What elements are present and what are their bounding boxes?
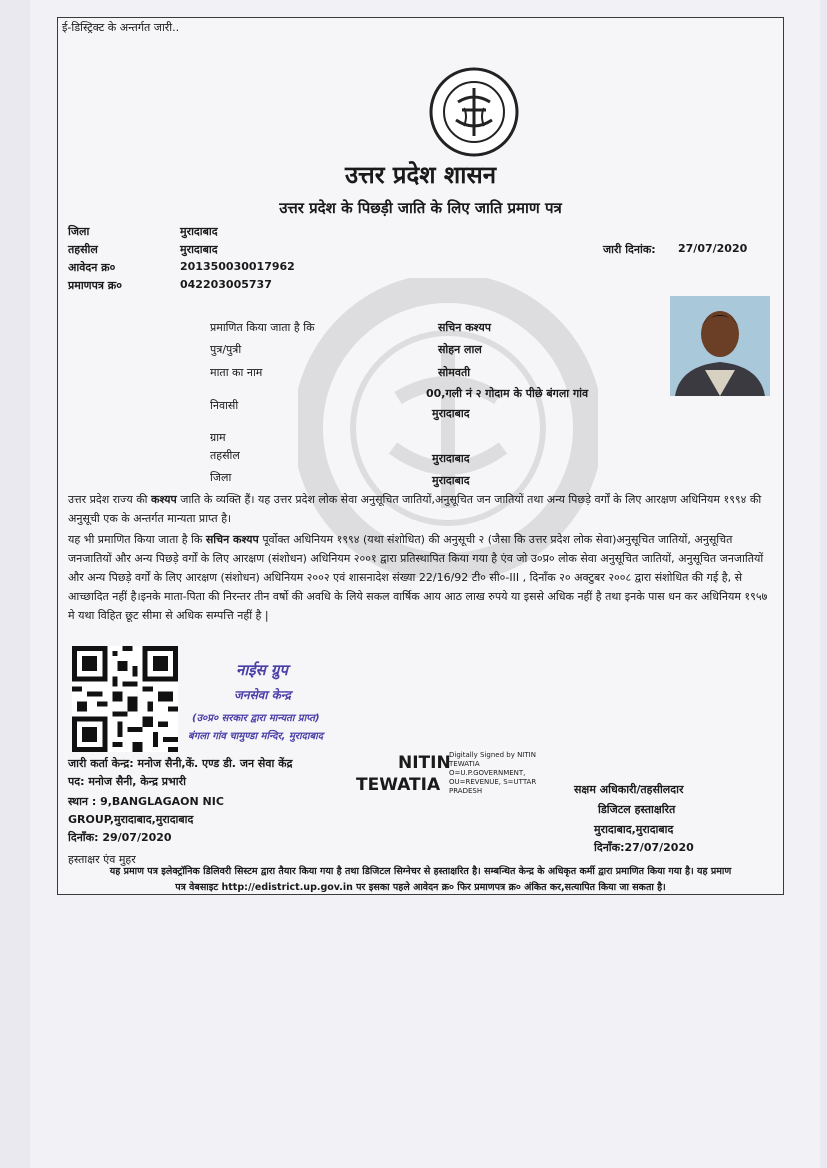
- district-value: मुरादाबाद: [432, 474, 470, 487]
- document-subtitle: उत्तर प्रदेश के पिछड़ी जाति के लिए जाति प्रमाण पत्र: [279, 199, 562, 217]
- issuer-post: पद: मनोज सैनी, केन्द्र प्रभारी: [68, 775, 186, 788]
- field-label: पुत्र/पुत्री: [210, 343, 242, 356]
- applicant-name-inline: सचिन कश्यप: [205, 533, 259, 546]
- mother-name: सोमवती: [438, 366, 471, 379]
- certificate-frame: [57, 17, 784, 895]
- signature-detail: OU=REVENUE, S=UTTAR: [449, 778, 537, 786]
- signature-detail: Digitally Signed by NITIN: [449, 751, 536, 759]
- field-value: मुरादाबाद: [180, 243, 218, 256]
- paragraph-text: पूर्वोक्त अधिनियम १९९४ (यथा संशोधित) की अनुसूची २ (जैसा कि उत्तर प्रदेश लोक सेवा)अनुसूचित जातियों, अनुसूचित जनजातियों और अन्य पिछड़े वर्गों के लिए आरक्षण (संशोधन) अधिनियम २००१ द्वारा प्रतिस्थापित किया गया है एंव जो उ०प्र० लोक सेवा अनुसूचित जातियों, अनुसूचित जनजातियों और अन्य पिछड़े वर्गों के लिए आरक्षण (संशोधन) अधिनियम २००२ एवं शासनादेश संख्या 22/16/92 टी० सी०-III , दिनाँक २० अक्टुबर २००८ द्वारा संशोधित की गई है, से आच्छादित नहीं है।इनके माता-पिता की निरन्तर तीन वर्षो की अवधि के लिये सकल वार्षिक आय आठ लाख रुपये या इससे अधिक नहीं है तथा इनके पास धन कर अधिनियम १९५७ मे यथा विहित छूट सीमा से अधिक सम्पत्ति नहीं है |: [68, 533, 768, 622]
- field-label: प्रमाणपत्र क्र०: [68, 279, 122, 292]
- tehsil-value: मुरादाबाद: [432, 452, 470, 465]
- field-label: माता का नाम: [210, 366, 263, 379]
- header-note: ई-डिस्ट्रिक्ट के अन्तर्गत जारी..: [62, 21, 180, 34]
- field-label: जिला: [68, 225, 90, 238]
- stamp-line: नाईस ग्रुप: [236, 661, 288, 679]
- issuer-place-2: GROUP,मुरादाबाद,मुरादाबाद: [68, 813, 194, 826]
- officer-title: सक्षम अधिकारी/तहसीलदार: [574, 783, 684, 796]
- signature-details: [449, 751, 536, 796]
- field-label: आवेदन क्र०: [68, 261, 116, 274]
- issue-date: 27/07/2020: [678, 242, 748, 255]
- paragraph-text: उत्तर प्रदेश राज्य की: [68, 493, 148, 506]
- caste-name: कश्यप: [151, 493, 177, 506]
- signer-name-2: TEWATIA: [356, 775, 441, 795]
- applicant-name: सचिन कश्यप: [438, 321, 491, 334]
- issuer-place-1: स्थान : 9,BANGLAGAON NIC: [68, 795, 224, 808]
- field-label: प्रमाणित किया जाता है कि: [210, 321, 315, 334]
- document-title: उत्तर प्रदेश शासन: [344, 161, 497, 189]
- stamp-line: (उ०प्र० सरकार द्वारा मान्यता प्राप्त): [192, 713, 320, 724]
- address-line-1: 00,गली नं २ गोदाम के पीछे बंगला गांव: [426, 387, 589, 400]
- officer-place: मुरादाबाद,मुरादाबाद: [594, 823, 674, 836]
- issuer-center: जारी कर्ता केन्द्र: मनोज सैनी,कें. एण्ड डी. जन सेवा केंद्र: [68, 757, 293, 770]
- issue-date-label: जारी दिनांक:: [603, 243, 656, 256]
- field-value: मुरादाबाद: [180, 225, 218, 238]
- address-line-2: मुरादाबाद: [432, 407, 470, 420]
- stamp-line: बंगला गांव चामुण्डा मन्दिर, मुरादाबाद: [188, 731, 324, 742]
- signature-label: हस्ताक्षर एंव मुहर: [68, 853, 136, 866]
- issuer-date: दिनाँक: 29/07/2020: [68, 831, 172, 844]
- certificate-number: 042203005737: [180, 278, 272, 291]
- person-photo-icon: [670, 296, 770, 396]
- qr-code-icon: [72, 646, 178, 752]
- father-name: सोहन लाल: [438, 343, 482, 356]
- field-label: तहसील: [210, 449, 240, 462]
- stamp-line: जनसेवा केन्द्र: [234, 688, 291, 702]
- signer-name-1: NITIN: [398, 753, 451, 773]
- field-label: ग्राम: [210, 431, 226, 444]
- signature-detail: PRADESH: [449, 787, 483, 795]
- footer-note-1: यह प्रमाण पत्र इलेक्ट्रॉनिक डिलिवरी सिस्टम द्वारा तैयार किया गया है तथा डिजिटल सिग्नेचर से हस्ताक्षरित है। सम्बन्धित केन्द्र के अधिकृत कर्मी द्वारा प्रमाणित किया गया है। यह प्रमाण: [109, 866, 732, 877]
- officer-date: दिनाँक:27/07/2020: [594, 841, 694, 854]
- field-label: जिला: [210, 471, 232, 484]
- signature-detail: TEWATIA: [449, 760, 480, 768]
- paragraph-text: यह भी प्रमाणित किया जाता है कि: [68, 533, 203, 546]
- eligibility-paragraph: [68, 530, 773, 625]
- footer-note-2: पत्र वेबसाइट http://edistrict.up.gov.in पर इसका पहले आवेदन क्र० फिर प्रमाणपत्र क्र० अंकित कर,सत्यापित किया जा सकता है।: [175, 882, 666, 893]
- signature-detail: O=U.P.GOVERNMENT,: [449, 769, 526, 777]
- application-number: 201350030017962: [180, 260, 295, 273]
- field-label: निवासी: [210, 399, 239, 412]
- caste-paragraph: [68, 490, 773, 528]
- applicant-photo: [670, 296, 770, 396]
- field-label: तहसील: [68, 243, 98, 256]
- up-government-emblem-icon: [428, 66, 520, 158]
- paragraph-text: जाति के व्यक्ति हैं। यह उत्तर प्रदेश लोक सेवा अनुसूचित जातियों,अनुसूचित जन जातियों तथा अन्य पिछड़े वर्गों के लिए आरक्षण अधिनियम १९९४ की अनुसूची एक के अन्तर्गत मान्यता प्राप्त है।: [68, 493, 762, 525]
- officer-digital: डिजिटल हस्ताक्षरित: [598, 803, 676, 816]
